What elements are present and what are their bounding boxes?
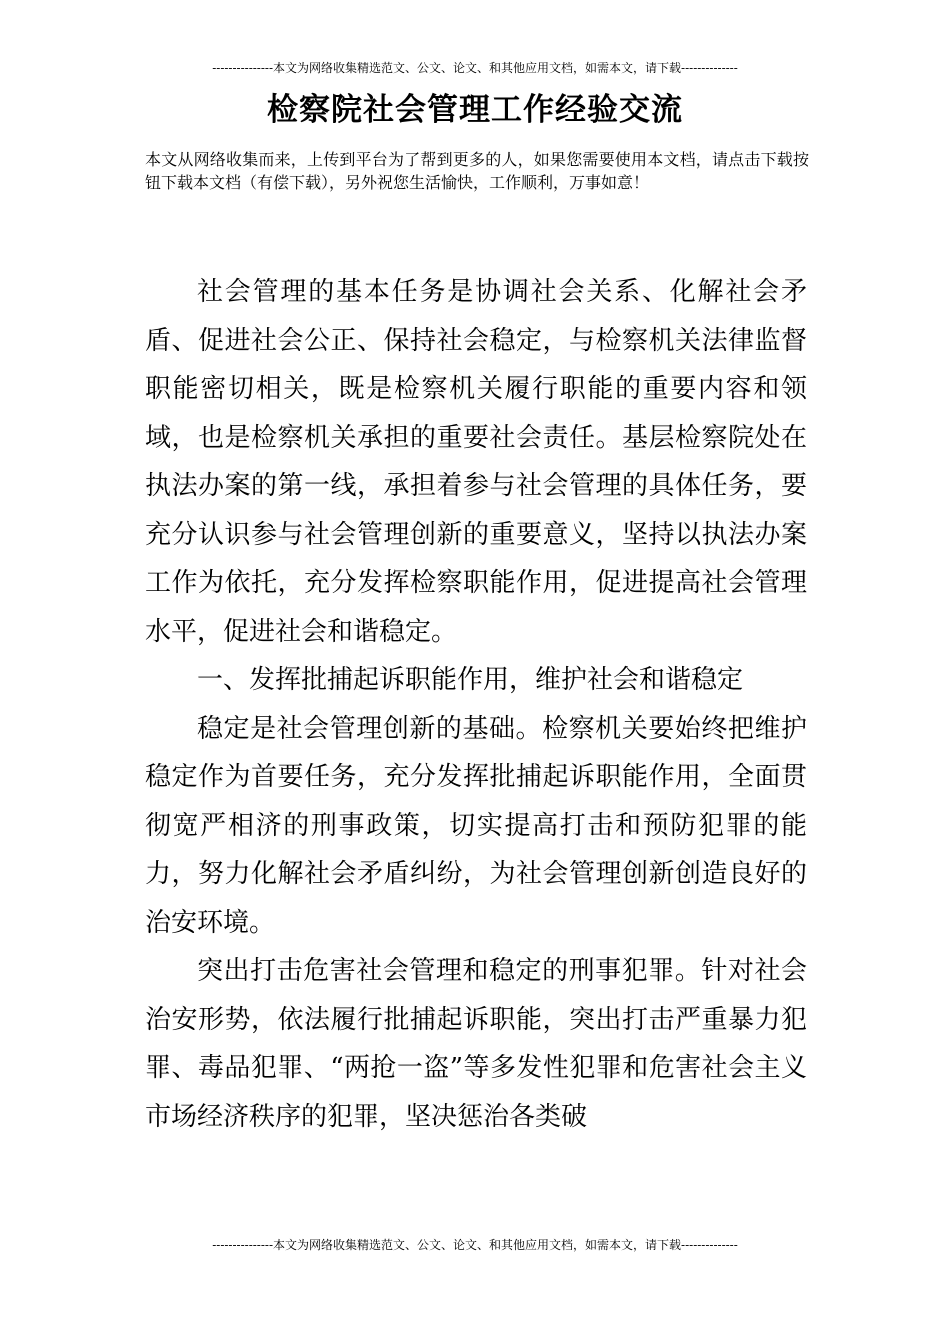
document-body <box>145 268 807 1141</box>
footer-note: ---------------本文为网络收集精选范文、公文、论文、和其他应用文档，如需本文，请下载-------------- <box>212 1238 738 1252</box>
paragraph-1: 社会管理的基本任务是协调社会关系、化解社会矛盾、促进社会公正、保持社会稳定，与检察机关法律监督职能密切相关，既是检察机关履行职能的重要内容和领域，也是检察机关承担的重要社会责任。基层检察院处在执法办案的第一线，承担着参与社会管理的具体任务，要充分认识参与社会管理创新的重要意义，坚持以执法办案工作为依托，充分发挥检察职能作用，促进提高社会管理水平，促进社会和谐稳定。 <box>145 277 807 647</box>
intro-notice: 本文从网络收集而来，上传到平台为了帮到更多的人，如果您需要使用本文档，请点击下载按钮下载本文档（有偿下载），另外祝您生活愉快，工作顺利，万事如意！ <box>145 150 809 192</box>
paragraph-2: 稳定是社会管理创新的基础。检察机关要始终把维护稳定作为首要任务，充分发挥批捕起诉职能作用，全面贯彻宽严相济的刑事政策，切实提高打击和预防犯罪的能力，努力化解社会矛盾纠纷，为社会管理创新创造良好的治安环境。 <box>145 713 807 938</box>
section-heading-1: 一、发挥批捕起诉职能作用，维护社会和谐稳定 <box>197 665 744 695</box>
header-note: ---------------本文为网络收集精选范文、公文、论文、和其他应用文档，如需本文，请下载-------------- <box>212 61 738 75</box>
paragraph-3: 突出打击危害社会管理和稳定的刑事犯罪。针对社会治安形势，依法履行批捕起诉职能，突出打击严重暴力犯罪、毒品犯罪、“两抢一盗”等多发性犯罪和危害社会主义市场经济秩序的犯罪，坚决惩治各类破 <box>145 956 807 1132</box>
document-title: 检察院社会管理工作经验交流 <box>267 92 683 128</box>
